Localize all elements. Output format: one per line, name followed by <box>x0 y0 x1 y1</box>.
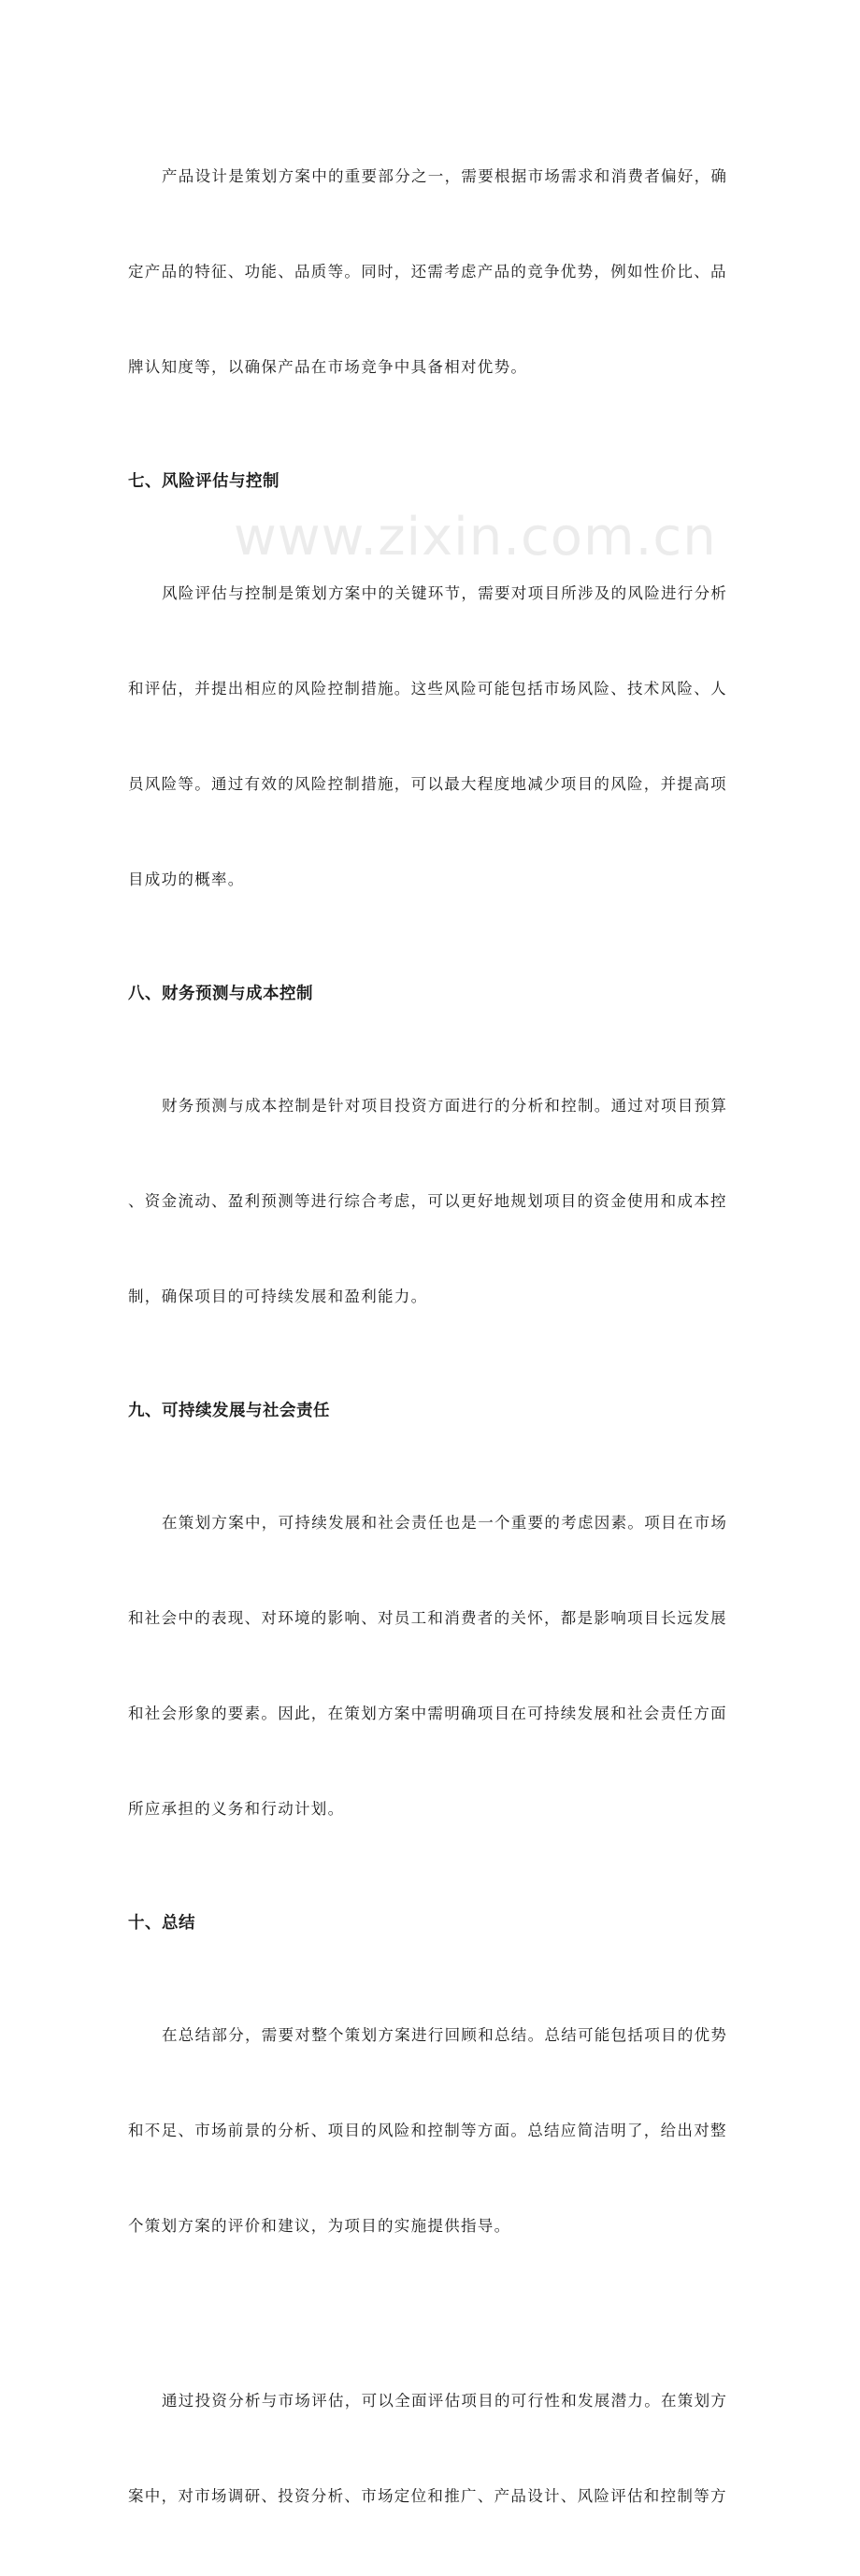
text-line: 案中，对市场调研、投资分析、市场定位和推广、产品设计、风险评估和控制等方 <box>128 2487 727 2505</box>
document-body <box>128 97 736 2576</box>
text-line: 和不足、市场前景的分析、项目的风险和控制等方面。总结应简洁明了，给出对整 <box>128 2122 727 2139</box>
section-heading: 八、财务预测与成本控制 <box>128 985 313 1003</box>
text-line: 个策划方案的评价和建议，为项目的实施提供指导。 <box>128 2217 511 2235</box>
section-product-design <box>128 97 736 447</box>
paragraph <box>128 1956 736 2306</box>
text-line: 员风险等。通过有效的风险控制措施，可以最大程度地减少项目的风险，并提高项 <box>128 775 727 793</box>
text-line: 产品设计是策划方案中的重要部分之一，需要根据市场需求和消费者偏好，确 <box>162 167 728 185</box>
text-line: 和社会中的表现、对环境的影响、对员工和消费者的关怀，都是影响项目长远发展 <box>128 1609 727 1627</box>
section-heading: 十、总结 <box>128 1914 195 1933</box>
text-line: 制，确保项目的可持续发展和盈利能力。 <box>128 1288 428 1305</box>
paragraph <box>128 2322 736 2576</box>
section-heading: 七、风险评估与控制 <box>128 472 280 491</box>
text-line: 和评估，并提出相应的风险控制措施。这些风险可能包括市场风险、技术风险、人 <box>128 680 727 698</box>
section-financial-forecast <box>128 980 736 1376</box>
text-line: 财务预测与成本控制是针对项目投资方面进行的分析和控制。通过对项目预算 <box>162 1097 728 1115</box>
paragraph <box>128 97 736 447</box>
text-line: 通过投资分析与市场评估，可以全面评估项目的可行性和发展潜力。在策划方 <box>162 2392 728 2410</box>
text-line: 和社会形象的要素。因此，在策划方案中需明确项目在可持续发展和社会责任方面 <box>128 1705 727 1722</box>
paragraph <box>128 514 736 959</box>
watermark: www.zixin.com.cn <box>234 507 717 568</box>
text-line: 目成功的概率。 <box>128 871 245 888</box>
text-line: 风险评估与控制是策划方案中的关键环节，需要对项目所涉及的风险进行分析 <box>162 584 728 602</box>
text-line: 牌认知度等，以确保产品在市场竞争中具备相对优势。 <box>128 358 528 376</box>
text-line: 在总结部分，需要对整个策划方案进行回顾和总结。总结可能包括项目的优势 <box>162 2026 728 2044</box>
text-line: 所应承担的义务和行动计划。 <box>128 1800 345 1818</box>
section-heading: 九、可持续发展与社会责任 <box>128 1402 330 1420</box>
section-summary <box>128 1909 736 2576</box>
text-line: 、资金流动、盈利预测等进行综合考虑，可以更好地规划项目的资金使用和成本控 <box>128 1192 727 1210</box>
text-line: 在策划方案中，可持续发展和社会责任也是一个重要的考虑因素。项目在市场 <box>162 1514 728 1532</box>
section-risk-assessment <box>128 468 736 959</box>
section-sustainability <box>128 1397 736 1889</box>
paragraph <box>128 1444 736 1889</box>
text-line: 定产品的特征、功能、品质等。同时，还需考虑产品的竞争优势，例如性价比、品 <box>128 263 727 281</box>
paragraph <box>128 1027 736 1376</box>
